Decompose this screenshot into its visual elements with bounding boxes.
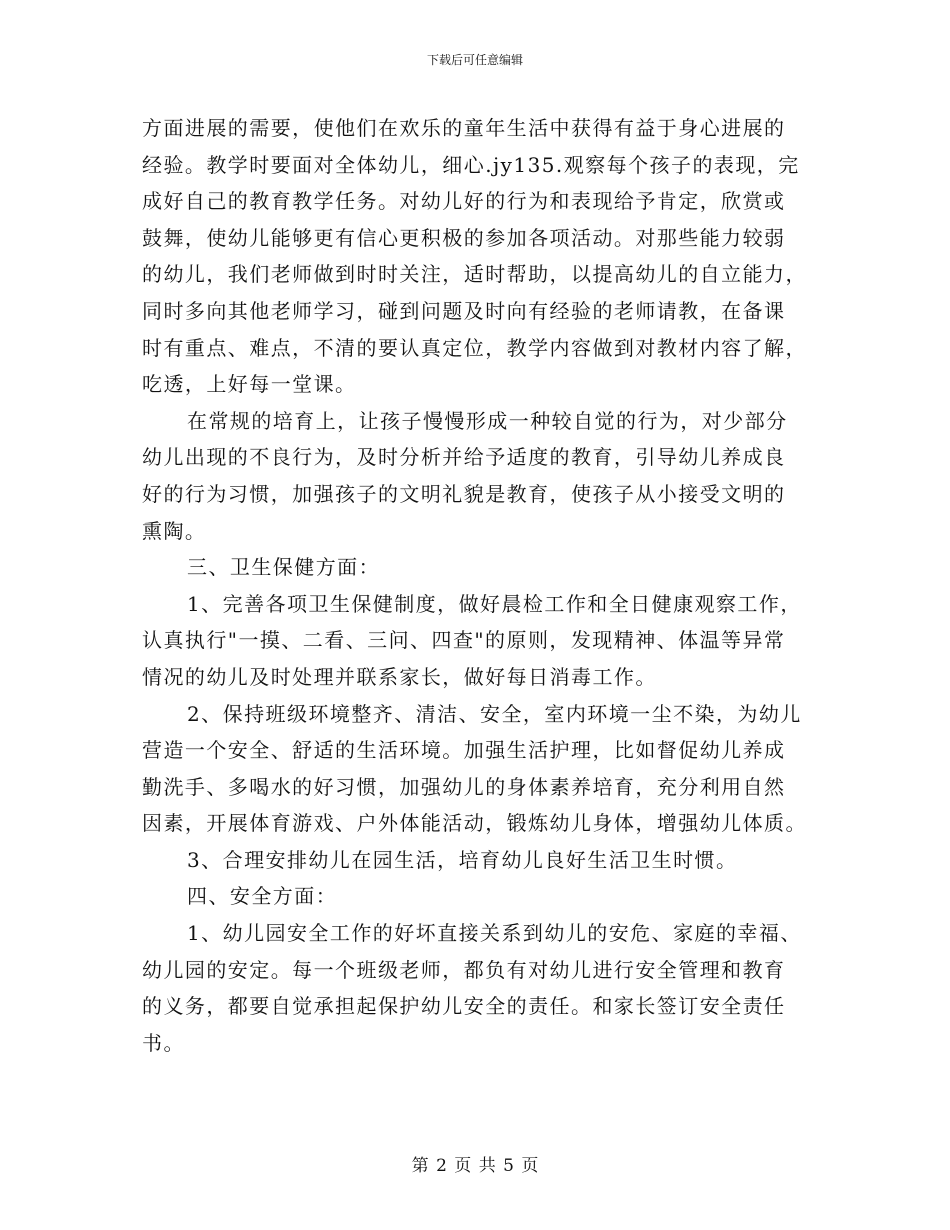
text-line: 成好自己的教育教学任务。对幼儿好的行为和表现给予肯定，欣赏或 <box>142 189 786 214</box>
text-line: 时有重点、难点，不清的要认真定位，教学内容做到对教材内容了解， <box>142 335 807 360</box>
page-header: 下载后可任意编辑 <box>426 53 523 67</box>
text-line: 熏陶。 <box>142 518 207 543</box>
text-line: 鼓舞，使幼儿能够更有信心更积极的参加各项活动。对那些能力较弱 <box>142 225 786 250</box>
text-line: 书。 <box>142 1030 185 1055</box>
text-line: 幼儿园的安定。每一个班级老师，都负有对幼儿进行安全管理和教育 <box>142 957 786 982</box>
document-body <box>142 110 810 1061</box>
text-line: 1、幼儿园安全工作的好坏直接关系到幼儿的安危、家庭的幸福、 <box>187 921 802 946</box>
text-line: 吃透，上好每一堂课。 <box>142 372 357 397</box>
section-heading: 四、安全方面： <box>187 884 338 909</box>
text-line: 的义务，都要自觉承担起保护幼儿安全的责任。和家长签订安全责任 <box>142 994 786 1019</box>
text-line: 同时多向其他老师学习，碰到问题及时向有经验的老师请教，在备课 <box>142 298 786 323</box>
text-line: 情况的幼儿及时处理并联系家长，做好每日消毒工作。 <box>142 664 657 689</box>
text-line: 1、完善各项卫生保健制度，做好晨检工作和全日健康观察工作， <box>187 591 802 616</box>
text-line: 3、合理安排幼儿在园生活，培育幼儿良好生活卫生时惯。 <box>187 847 738 872</box>
text-line: 幼儿出现的不良行为，及时分析并给予适度的教育，引导幼儿养成良 <box>142 445 786 470</box>
text-line: 的幼儿，我们老师做到时时关注，适时帮助，以提高幼儿的自立能力， <box>142 262 807 287</box>
text-line: 2、保持班级环境整齐、清洁、安全，室内环境一尘不染，为幼儿 <box>187 701 802 726</box>
text-line: 勤洗手、多喝水的好习惯，加强幼儿的身体素养培育，充分利用自然 <box>142 774 786 799</box>
text-line: 营造一个安全、舒适的生活环境。加强生活护理，比如督促幼儿养成 <box>142 738 786 763</box>
text-line: 经验。教学时要面对全体幼儿，细心.jy135.观察每个孩子的表现，完 <box>142 152 800 177</box>
page-footer: 第 2 页 共 5 页 <box>411 1156 539 1176</box>
text-line: 方面进展的需要，使他们在欢乐的童年生活中获得有益于身心进展的 <box>142 116 786 140</box>
text-line: 因素，开展体育游戏、户外体能活动，锻炼幼儿身体，增强幼儿体质。 <box>142 811 807 836</box>
section-heading: 三、卫生保健方面： <box>187 555 381 580</box>
text-line: 在常规的培育上，让孩子慢慢形成一种较自觉的行为，对少部分 <box>187 408 788 433</box>
text-line: 好的行为习惯，加强孩子的文明礼貌是教育，使孩子从小接受文明的 <box>142 481 786 506</box>
text-line: 认真执行"一摸、二看、三问、四查"的原则，发现精神、体温等异常 <box>142 628 786 653</box>
